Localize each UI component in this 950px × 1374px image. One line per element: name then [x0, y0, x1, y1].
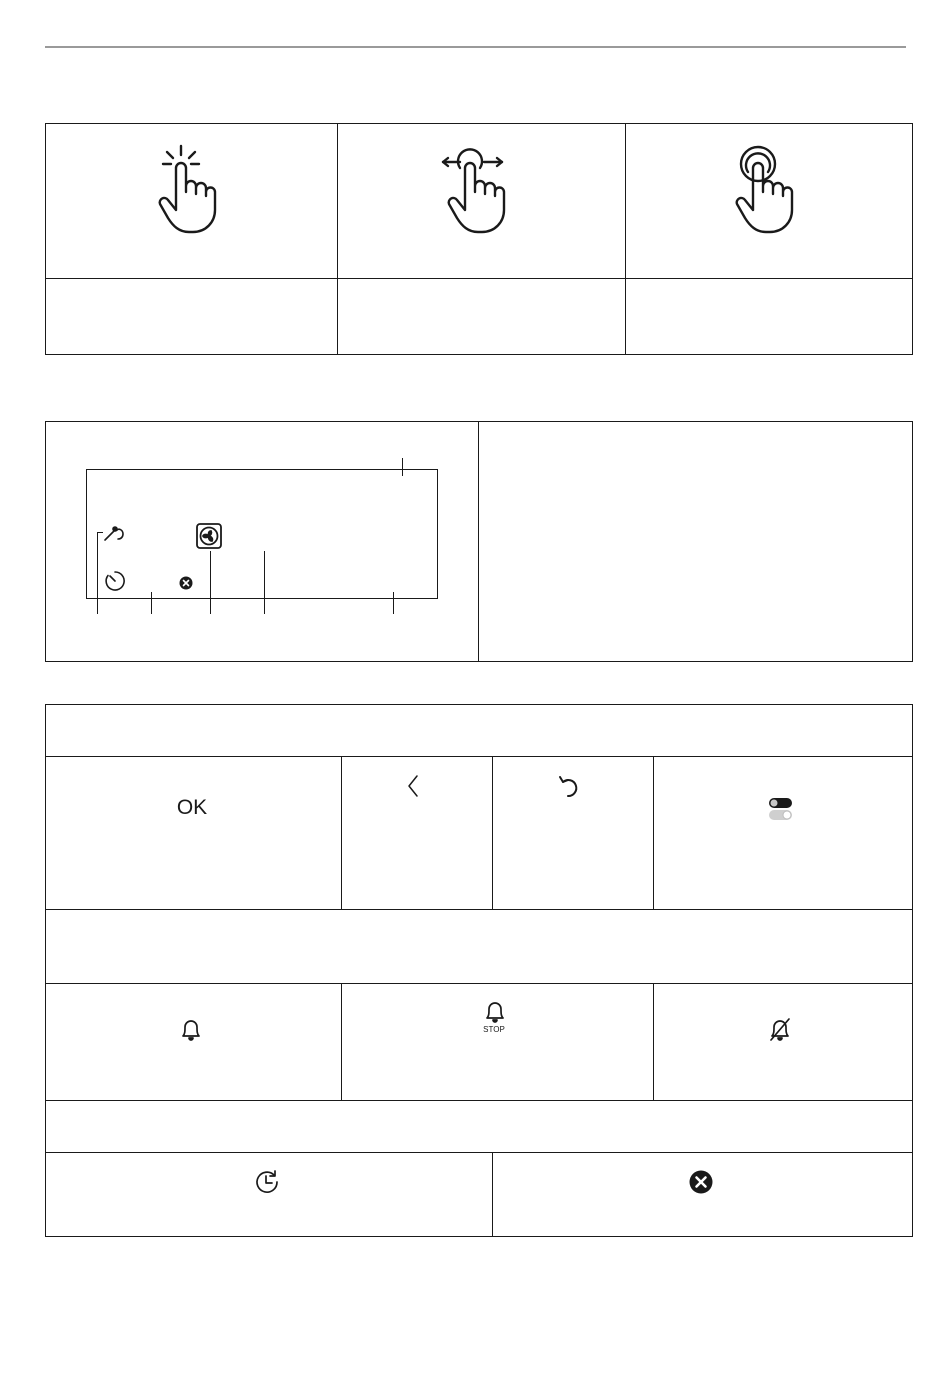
- bell-icon: [178, 1016, 204, 1042]
- chevron-left-icon: [406, 774, 420, 798]
- cancel-icon: [179, 576, 193, 590]
- keys-row-divider: [45, 909, 913, 910]
- gesture-divider: [337, 123, 338, 355]
- gesture-row-divider: [45, 278, 913, 279]
- food-sensor-icon: [103, 523, 127, 543]
- touch-hold-icon: [729, 142, 799, 237]
- callout-line: [402, 458, 403, 476]
- header-rule: [45, 46, 906, 48]
- callout-line: [151, 592, 152, 614]
- undo-icon: [557, 774, 581, 798]
- ok-key-label: OK: [176, 796, 208, 819]
- display-divider: [478, 421, 479, 662]
- bell-muted-icon: [767, 1016, 793, 1042]
- keys-row-divider: [45, 1152, 913, 1153]
- callout-line: [264, 551, 265, 614]
- keys-row-divider: [45, 1100, 913, 1101]
- callout-line: [393, 592, 394, 614]
- keys-row-divider: [45, 756, 913, 757]
- bottom-col-divider: [492, 1152, 493, 1237]
- swipe-icon: [436, 142, 516, 237]
- bell-stop-icon: [482, 998, 508, 1024]
- cancel-circle-icon: [689, 1170, 713, 1194]
- alarms-col-divider: [653, 983, 654, 1100]
- stop-label: STOP: [483, 1025, 505, 1034]
- gesture-divider: [625, 123, 626, 355]
- clock-history-icon: [253, 1168, 281, 1196]
- callout-line: [210, 551, 211, 614]
- keys-table: [45, 704, 913, 1237]
- keys-col-divider: [653, 756, 654, 909]
- callout-line: [97, 532, 98, 614]
- fan-heating-icon: [195, 522, 223, 550]
- alarms-col-divider: [341, 983, 342, 1100]
- keys-col-divider: [492, 756, 493, 909]
- timer-icon: [103, 569, 127, 593]
- keys-row-divider: [45, 983, 913, 984]
- tap-icon: [152, 142, 222, 237]
- toggle-icon: [768, 797, 794, 822]
- keys-col-divider: [341, 756, 342, 909]
- display-frame: [86, 469, 438, 599]
